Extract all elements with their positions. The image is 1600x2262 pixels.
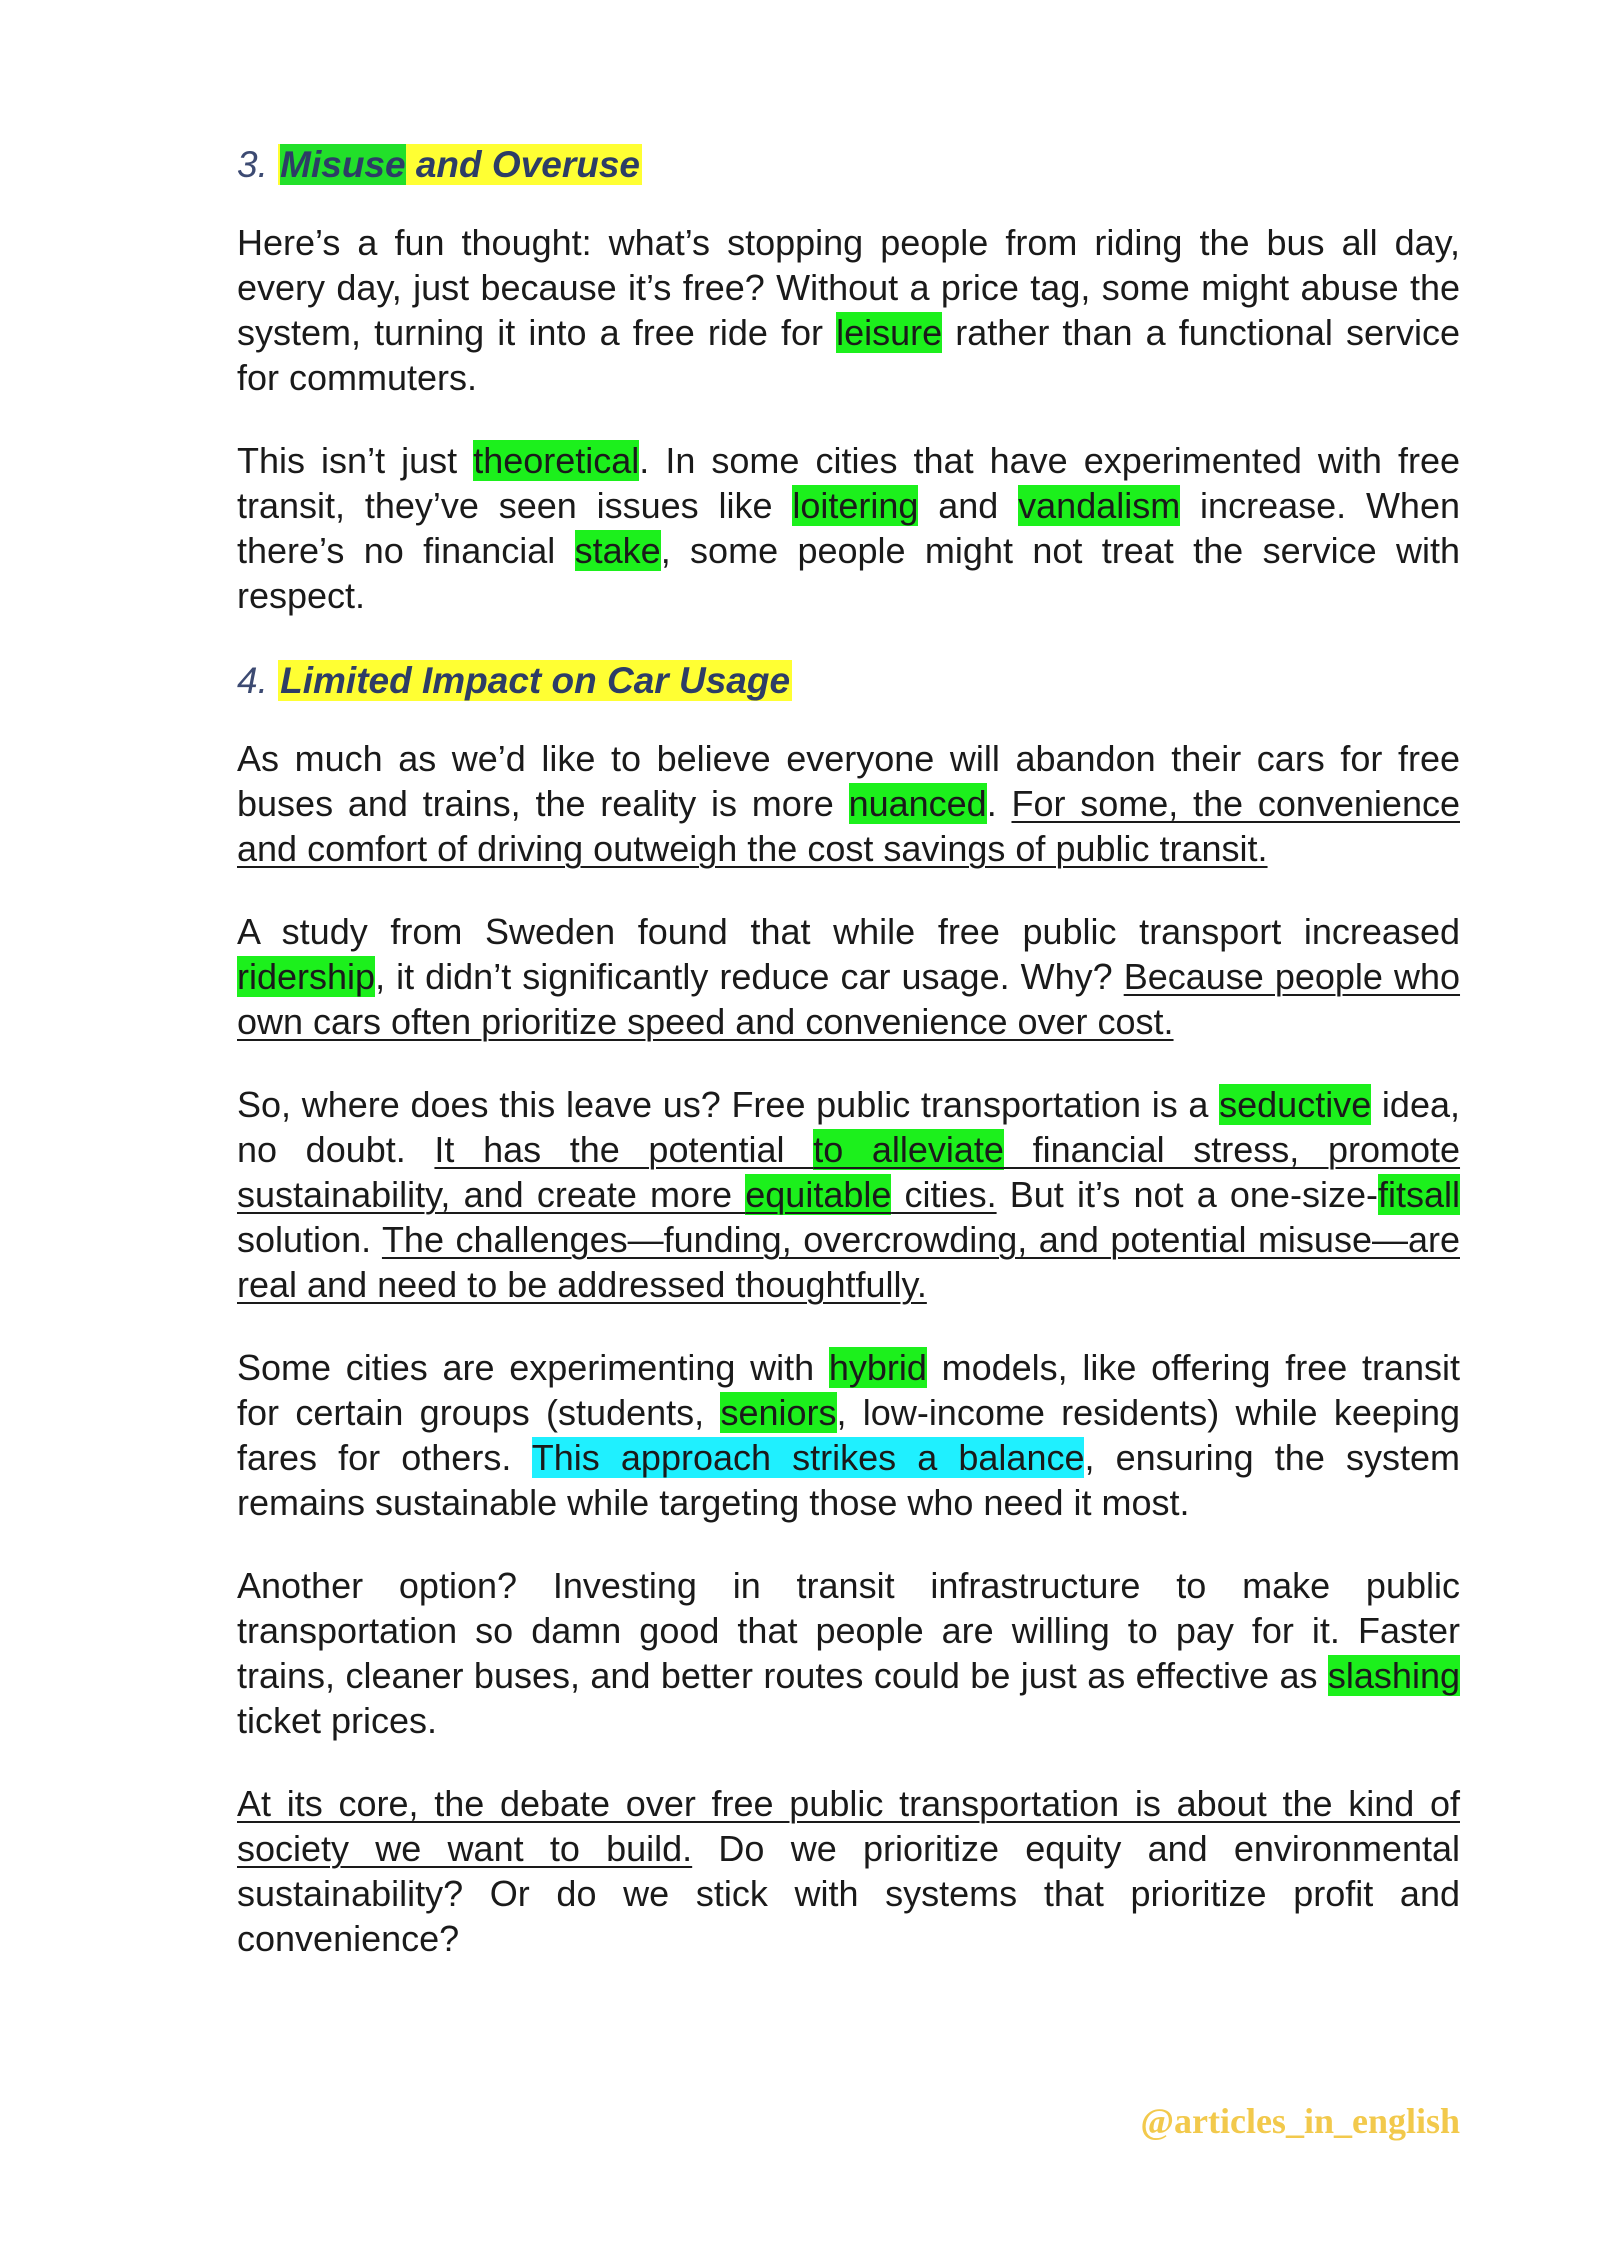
text: Do we prioritize equity and environmental sustainability? Or do we stick with systems that prioritize profit and convenience? bbox=[237, 1828, 1461, 1959]
heading-title-rest: and Overuse bbox=[415, 144, 641, 185]
text: Some cities are experimenting with bbox=[237, 1347, 829, 1388]
text: increase. When there’s no financial bbox=[237, 485, 1461, 571]
paragraph-6 bbox=[237, 1345, 1460, 1525]
highlight: to alleviate bbox=[813, 1129, 1004, 1170]
paragraph-4 bbox=[237, 909, 1460, 1044]
highlight: seniors bbox=[720, 1392, 837, 1433]
section-heading-4 bbox=[237, 656, 1460, 706]
text: , ensuring the system remains sustainable while targeting those who need it most. bbox=[237, 1437, 1460, 1523]
text: . bbox=[986, 783, 1012, 824]
section-heading-3 bbox=[237, 140, 1460, 190]
text: So, where does this leave us? Free public transportation is a bbox=[237, 1084, 1220, 1125]
watermark-handle: @articles_in_english bbox=[1140, 2101, 1460, 2141]
heading-number: 4. bbox=[237, 660, 268, 701]
highlight: fitsall bbox=[1377, 1174, 1460, 1215]
highlight: hybrid bbox=[828, 1347, 927, 1388]
underlined-text: financial stress, promote sustainability, and create more bbox=[237, 1129, 1461, 1215]
text: , it didn’t significantly reduce car usage. Why? bbox=[375, 956, 1124, 997]
heading-title-highlight bbox=[278, 144, 642, 185]
text: idea, no doubt. bbox=[237, 1084, 1460, 1170]
paragraph-8 bbox=[237, 1781, 1460, 1961]
text: Here’s a fun thought: what’s stopping people from riding the bus all day, every day, just because it’s free? Without a price tag, some might abuse the system, turning it into a free ride for bbox=[237, 222, 1460, 353]
highlight: equitable bbox=[745, 1174, 892, 1215]
highlight: loitering bbox=[792, 485, 919, 526]
text: As much as we’d like to believe everyone will abandon their cars for free buses and trains, the reality is more bbox=[237, 738, 1460, 824]
highlight: slashing bbox=[1327, 1655, 1460, 1696]
heading-word-highlight: Misuse bbox=[280, 144, 406, 185]
highlight: ridership bbox=[237, 956, 376, 997]
text: . In some cities that have experimented with free transit, they’ve seen issues like bbox=[237, 440, 1460, 526]
text: This isn’t just bbox=[237, 440, 474, 481]
highlight: theoretical bbox=[473, 440, 640, 481]
paragraph-1 bbox=[237, 220, 1460, 400]
heading-number: 3. bbox=[237, 144, 268, 185]
text: , some people might not treat the service with respect. bbox=[237, 530, 1460, 616]
text: ticket prices. bbox=[237, 1700, 438, 1741]
paragraph-2 bbox=[237, 438, 1460, 618]
paragraph-7 bbox=[237, 1563, 1460, 1743]
paragraph-3 bbox=[237, 736, 1460, 871]
text: Another option? Investing in transit infrastructure to make public transportation so damn good that people are willing to pay for it. Faster trains, cleaner buses, and better routes could be just as effective as bbox=[237, 1565, 1460, 1696]
underlined-text: For some, the convenience and comfort of driving outweigh the cost savings of public transit. bbox=[237, 783, 1460, 869]
highlight: leisure bbox=[836, 312, 943, 353]
highlight: seductive bbox=[1219, 1084, 1372, 1125]
highlight: stake bbox=[574, 530, 661, 571]
highlight: vandalism bbox=[1018, 485, 1181, 526]
article-body bbox=[237, 140, 1460, 1999]
text: , low-income residents) while keeping fares for others. bbox=[237, 1392, 1460, 1478]
text: rather than a functional service for commuters. bbox=[237, 312, 1460, 398]
underlined-text: cities. bbox=[891, 1174, 997, 1215]
underlined-text: The challenges—funding, overcrowding, and potential misuse—are real and need to be addressed thoughtfully. bbox=[237, 1219, 1460, 1305]
cyan-highlight: This approach strikes a balance bbox=[531, 1437, 1085, 1478]
underlined-text: Because people who own cars often prioritize speed and convenience over cost. bbox=[237, 956, 1461, 1042]
text: A study from Sweden found that while free public transport increased bbox=[237, 911, 1460, 952]
underlined-text: At its core, the debate over free public transportation is about the kind of society we want to build. bbox=[237, 1783, 1460, 1869]
paragraph-5 bbox=[237, 1082, 1460, 1307]
underlined-text: It has the potential bbox=[434, 1129, 814, 1170]
text: models, like offering free transit for certain groups (students, bbox=[237, 1347, 1461, 1433]
text: But it’s not a one-size- bbox=[996, 1174, 1378, 1215]
text: and bbox=[918, 485, 1019, 526]
text: solution. bbox=[237, 1219, 382, 1260]
heading-title-highlight: Limited Impact on Car Usage bbox=[280, 660, 791, 701]
highlight: nuanced bbox=[848, 783, 987, 824]
